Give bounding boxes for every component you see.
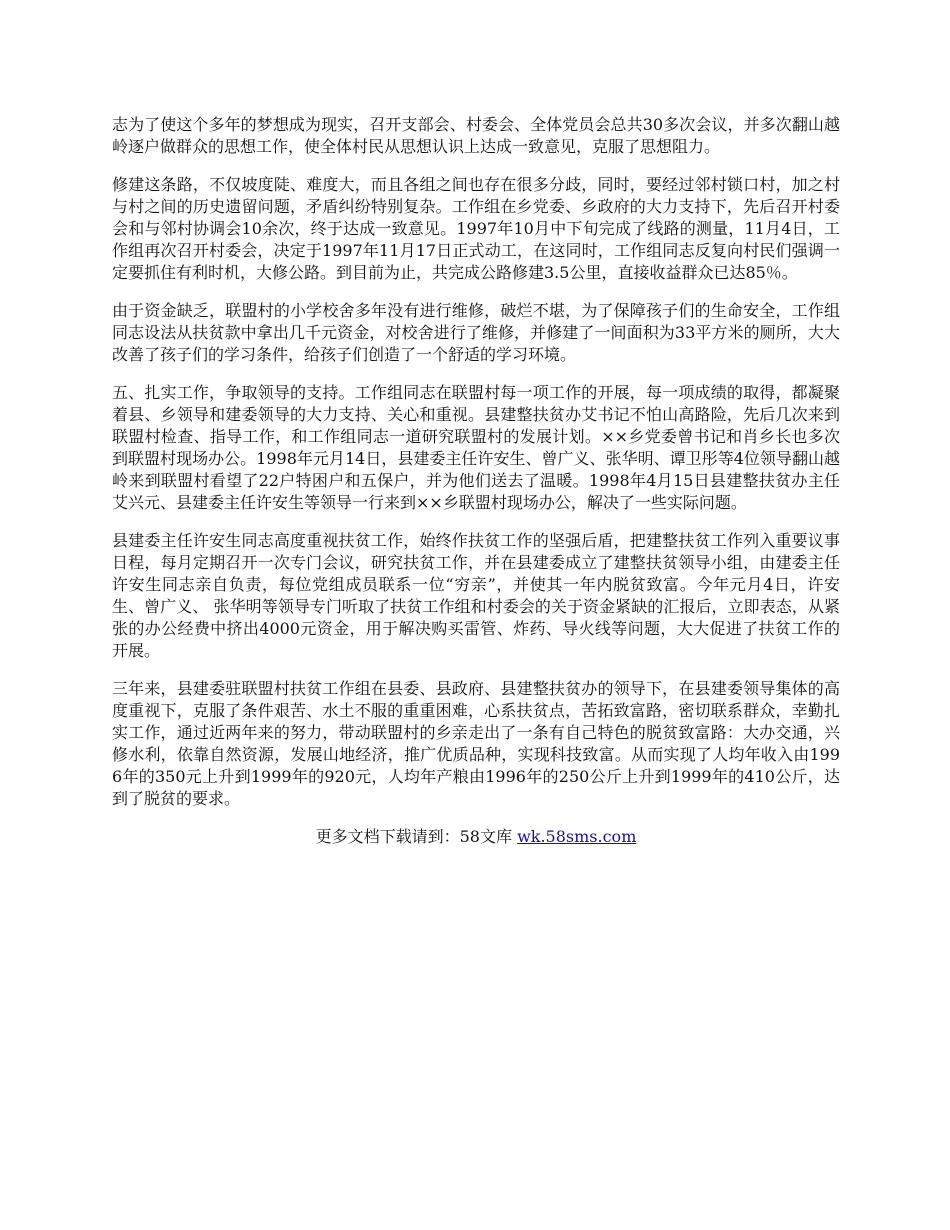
paragraph-3: 由于资金缺乏，联盟村的小学校舍多年没有进行维修，破烂不堪，为了保障孩子们的生命安全，工作组同志设法从扶贫款中拿出几千元资金，对校舍进行了维修，并修建了一间面积为33平方米的厕所，大大改善了孩子们的学习条件，给孩子们创造了一个舒适的学习环境。 (112, 301, 840, 364)
paragraph-4: 五、扎实工作，争取领导的支持。工作组同志在联盟村每一项工作的开展，每一项成绩的取得，都凝聚着县、乡领导和建委领导的大力支持、关心和重视。县建整扶贫办艾书记不怕山高路险，先后几次来到联盟村检查、指导工作，和工作组同志一道研究联盟村的发展计划。××乡党委曾书记和肖乡长也多次到联盟村现场办公。1998年元月14日，县建委主任许安生、曾广义、张华明、谭卫彤等4位领导翻山越岭来到联盟村看望了22户特困户和五保户，并为他们送去了温暖。1998年4月15日县建整扶贫办主任艾兴元、县建委主任许安生等领导一行来到××乡联盟村现场办公，解决了一些实际问题。 (112, 383, 840, 512)
footer-text: 更多文档下载请到：58文库 (315, 827, 518, 846)
footer-link[interactable]: wk.58sms.com (517, 827, 637, 846)
paragraph-1: 志为了使这个多年的梦想成为现实，召开支部会、村委会、全体党员会总共30多次会议，并多次翻山越岭逐户做群众的思想工作，使全体村民从思想认识上达成一致意见，克服了思想阻力。 (112, 115, 840, 156)
paragraph-6: 三年来，县建委驻联盟村扶贫工作组在县委、县政府、县建整扶贫办的领导下，在县建委领导集体的高度重视下，克服了条件艰苦、水土不服的重重困难，心系扶贫点，苦拓致富路，密切联系群众，幸勤扎实工作，通过近两年来的努力，带动联盟村的乡亲走出了一条有自己特色的脱贫致富路：大办交通，兴修水利，依靠自然资源，发展山地经济，推广优质品种，实现科技致富。从而实现了人均年收入由1996年的350元上升到1999年的920元，人均年产粮由1996年的250公斤上升到1999年的410公斤，达到了脱贫的要求。 (112, 679, 840, 808)
paragraph-5: 县建委主任许安生同志高度重视扶贫工作，始终作扶贫工作的坚强后盾，把建整扶贫工作列入重要议事日程，每月定期召开一次专门会议，研究扶贫工作，并在县建委成立了建整扶贫领导小组，由建委主任许安生同志亲自负责，每位党组成员联系一位“穷亲”，并使其一年内脱贫致富。今年元月4日，许安生、曾广义、 张华明等领导专门听取了扶贫工作组和村委会的关于资金紧缺的汇报后，立即表态，从紧张的办公经费中挤出4000元资金，用于解决购买雷管、炸药、导火线等问题，大大促进了扶贫工作的开展。 (112, 531, 840, 660)
download-footer (112, 826, 840, 848)
paragraph-2: 修建这条路，不仅坡度陡、难度大，而且各组之间也存在很多分歧，同时，要经过邻村锁口村，加之村与村之间的历史遗留问题，矛盾纠纷特别复杂。工作组在乡党委、乡政府的大力支持下，先后召开村委会和与邻村协调会10余次，终于达成一致意见。1997年10月中下旬完成了线路的测量，11月4日，工作组再次召开村委会，决定于1997年11月17日正式动工，在这同时，工作组同志反复向村民们强调一定要抓住有利时机，大修公路。到目前为止，共完成公路修建3.5公里，直接收益群众已达85％。 (112, 175, 840, 282)
document-body (112, 114, 840, 848)
